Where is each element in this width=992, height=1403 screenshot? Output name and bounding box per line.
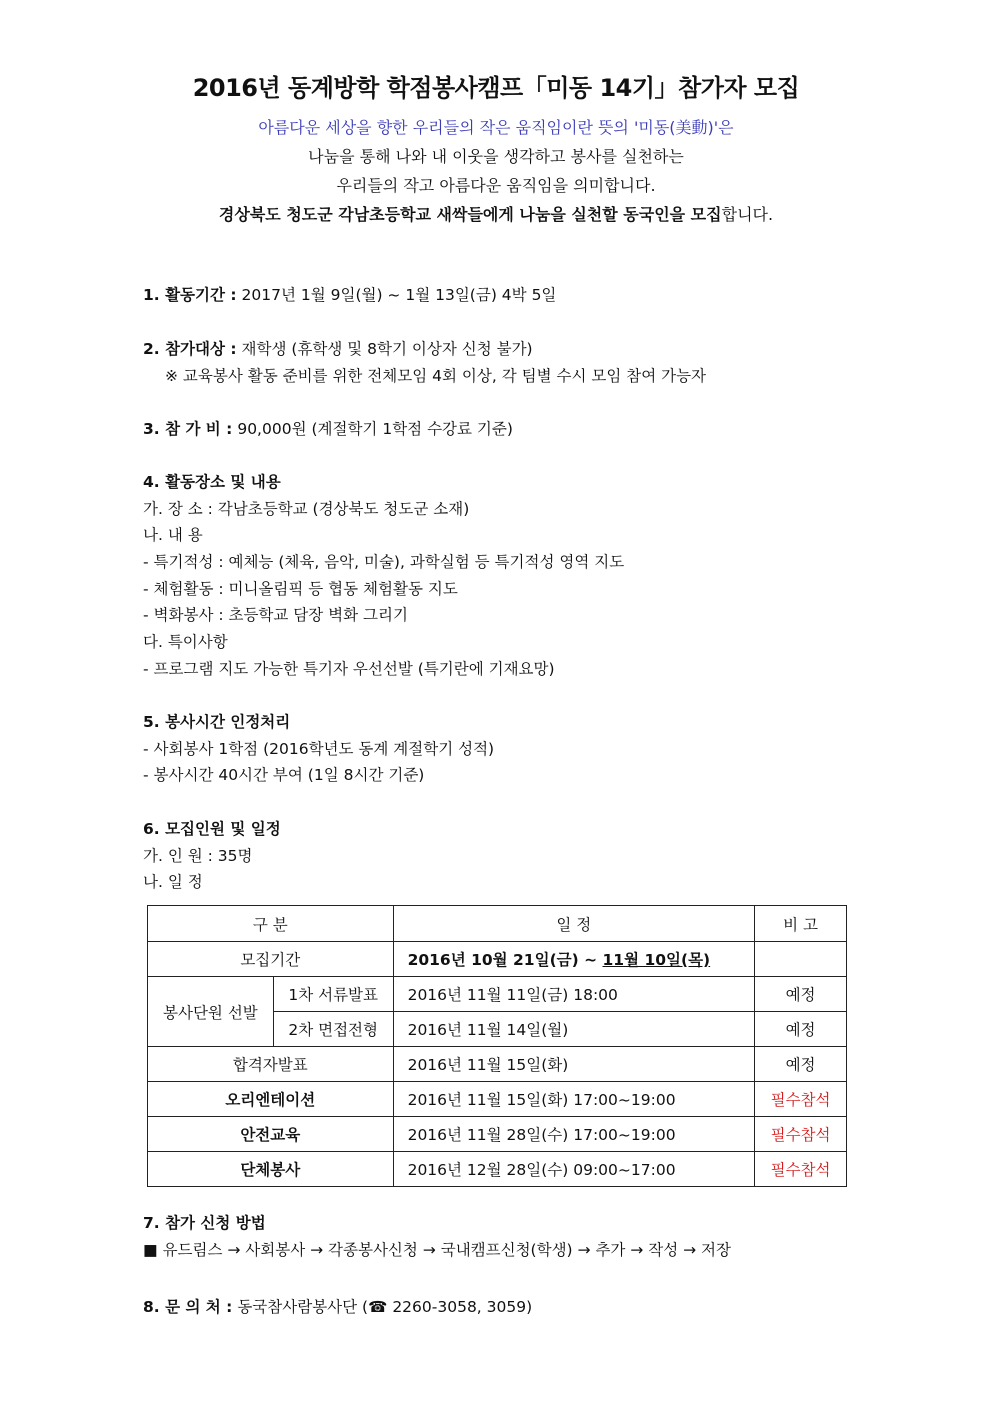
location-line: 다. 특이사항 (143, 633, 228, 652)
fee-label: 3. 참 가 비 : (143, 420, 233, 438)
recruitment-line: 나. 일 정 (143, 873, 203, 892)
row-label: 모집기간 (148, 942, 394, 977)
row-note: 필수참석 (755, 1082, 847, 1117)
location-line: - 체험활동 : 미니올림픽 등 협동 체험활동 지도 (143, 579, 458, 598)
row-label: 단체봉사 (148, 1152, 394, 1187)
apply-heading: 7. 참가 신청 방법 (143, 1214, 266, 1232)
row-label: 합격자발표 (148, 1047, 394, 1082)
eligibility-value: 재학생 (휴학생 및 8학기 이상자 신청 불가) (241, 340, 533, 358)
apply-steps: ■ 유드림스 → 사회봉사 → 각종봉사신청 → 국내캠프신청(학생) → 추가 → 작성 → 저장 (143, 1240, 731, 1259)
eligibility-note: ※ 교육봉사 활동 준비를 위한 전체모임 4회 이상, 각 팀별 수시 모임 참여 가능자 (165, 366, 707, 385)
period-label: 1. 활동기간 : (143, 286, 237, 304)
row-date: 2016년 11월 11일(금) 18:00 (393, 977, 755, 1012)
page-title: 2016년 동계방학 학점봉사캠프「미동 14기」참가자 모집 (192, 74, 800, 102)
row-label: 오리엔테이션 (148, 1082, 394, 1117)
location-line: 가. 장 소 : 각남초등학교 (경상북도 청도군 소재) (143, 499, 470, 518)
period-value: 2017년 1월 9일(월) ~ 1월 13일(금) 4박 5일 (241, 286, 557, 304)
intro-block (0, 113, 992, 229)
table-row (148, 1047, 847, 1082)
row-note: 예정 (755, 1047, 847, 1082)
recruit-date-end: 11월 10일(목) (602, 951, 711, 969)
location-line: - 프로그램 지도 가능한 특기자 우선선발 (특기란에 기재요망) (143, 659, 555, 678)
eligibility-label: 2. 참가대상 : (143, 340, 237, 358)
row-note: 필수참석 (755, 1117, 847, 1152)
row-note: 예정 (755, 977, 847, 1012)
header-note: 비 고 (755, 906, 847, 942)
contact-label: 8. 문 의 처 : (143, 1298, 233, 1316)
section-eligibility (143, 336, 863, 389)
section-credit (143, 709, 863, 789)
intro-line-1: 아름다운 세상을 향한 우리들의 작은 움직임이란 뜻의 '미동(美動)'은 (258, 118, 734, 137)
location-line: - 벽화봉사 : 초등학교 담장 벽화 그리기 (143, 606, 408, 625)
section-fee (143, 416, 863, 443)
intro-line-4 (0, 200, 992, 229)
recruit-date-start: 2016년 10월 21일(금) ~ (407, 951, 603, 969)
credit-line: - 봉사시간 40시간 부여 (1일 8시간 기준) (143, 766, 425, 785)
credit-heading: 5. 봉사시간 인정처리 (143, 713, 291, 731)
intro-line-4-bold: 경상북도 청도군 각남초등학교 새싹들에게 나눔을 실천할 동국인을 모집 (218, 205, 722, 224)
table-row (148, 1152, 847, 1187)
row-label: 봉사단원 선발 (148, 977, 274, 1047)
recruitment-line: 가. 인 원 : 35명 (143, 846, 253, 865)
intro-line-2: 나눔을 통해 나와 내 이웃을 생각하고 봉사를 실천하는 (308, 147, 684, 166)
section-location (143, 469, 863, 683)
recruitment-heading: 6. 모집인원 및 일정 (143, 820, 281, 838)
row-date: 2016년 11월 15일(화) 17:00~19:00 (393, 1082, 755, 1117)
location-heading: 4. 활동장소 및 내용 (143, 473, 281, 491)
intro-line-3: 우리들의 작고 아름다운 움직임을 의미합니다. (336, 176, 656, 195)
row-label: 안전교육 (148, 1117, 394, 1152)
table-row (148, 977, 847, 1012)
table-row (148, 1082, 847, 1117)
header-category: 구 분 (148, 906, 394, 942)
section-period (143, 282, 863, 309)
section-contact (143, 1294, 863, 1321)
schedule-table (147, 905, 847, 1187)
row-date: 2016년 11월 14일(월) (393, 1012, 755, 1047)
row-note: 예정 (755, 1012, 847, 1047)
intro-line-4-tail: 합니다. (721, 205, 774, 224)
header-schedule: 일 정 (393, 906, 755, 942)
table-row (148, 942, 847, 977)
row-date: 2016년 11월 28일(수) 17:00~19:00 (393, 1117, 755, 1152)
fee-value: 90,000원 (계절학기 1학점 수강료 기준) (237, 420, 513, 438)
contact-value: 동국참사람봉사단 (☎ 2260-3058, 3059) (237, 1298, 533, 1316)
table-header-row (148, 906, 847, 942)
location-line: 나. 내 용 (143, 526, 203, 545)
credit-line: - 사회봉사 1학점 (2016학년도 동계 계절학기 성적) (143, 739, 495, 758)
table-row (148, 1117, 847, 1152)
row-sublabel: 1차 서류발표 (273, 977, 393, 1012)
row-date: 2016년 12월 28일(수) 09:00~17:00 (393, 1152, 755, 1187)
section-recruitment (143, 816, 863, 896)
row-note: 필수참석 (755, 1152, 847, 1187)
section-apply (143, 1210, 863, 1263)
row-date (393, 942, 755, 977)
row-sublabel: 2차 면접전형 (273, 1012, 393, 1047)
row-note (755, 942, 847, 977)
row-date: 2016년 11월 15일(화) (393, 1047, 755, 1082)
location-line: - 특기적성 : 예체능 (체육, 음악, 미술), 과학실험 등 특기적성 영역 지도 (143, 553, 625, 572)
